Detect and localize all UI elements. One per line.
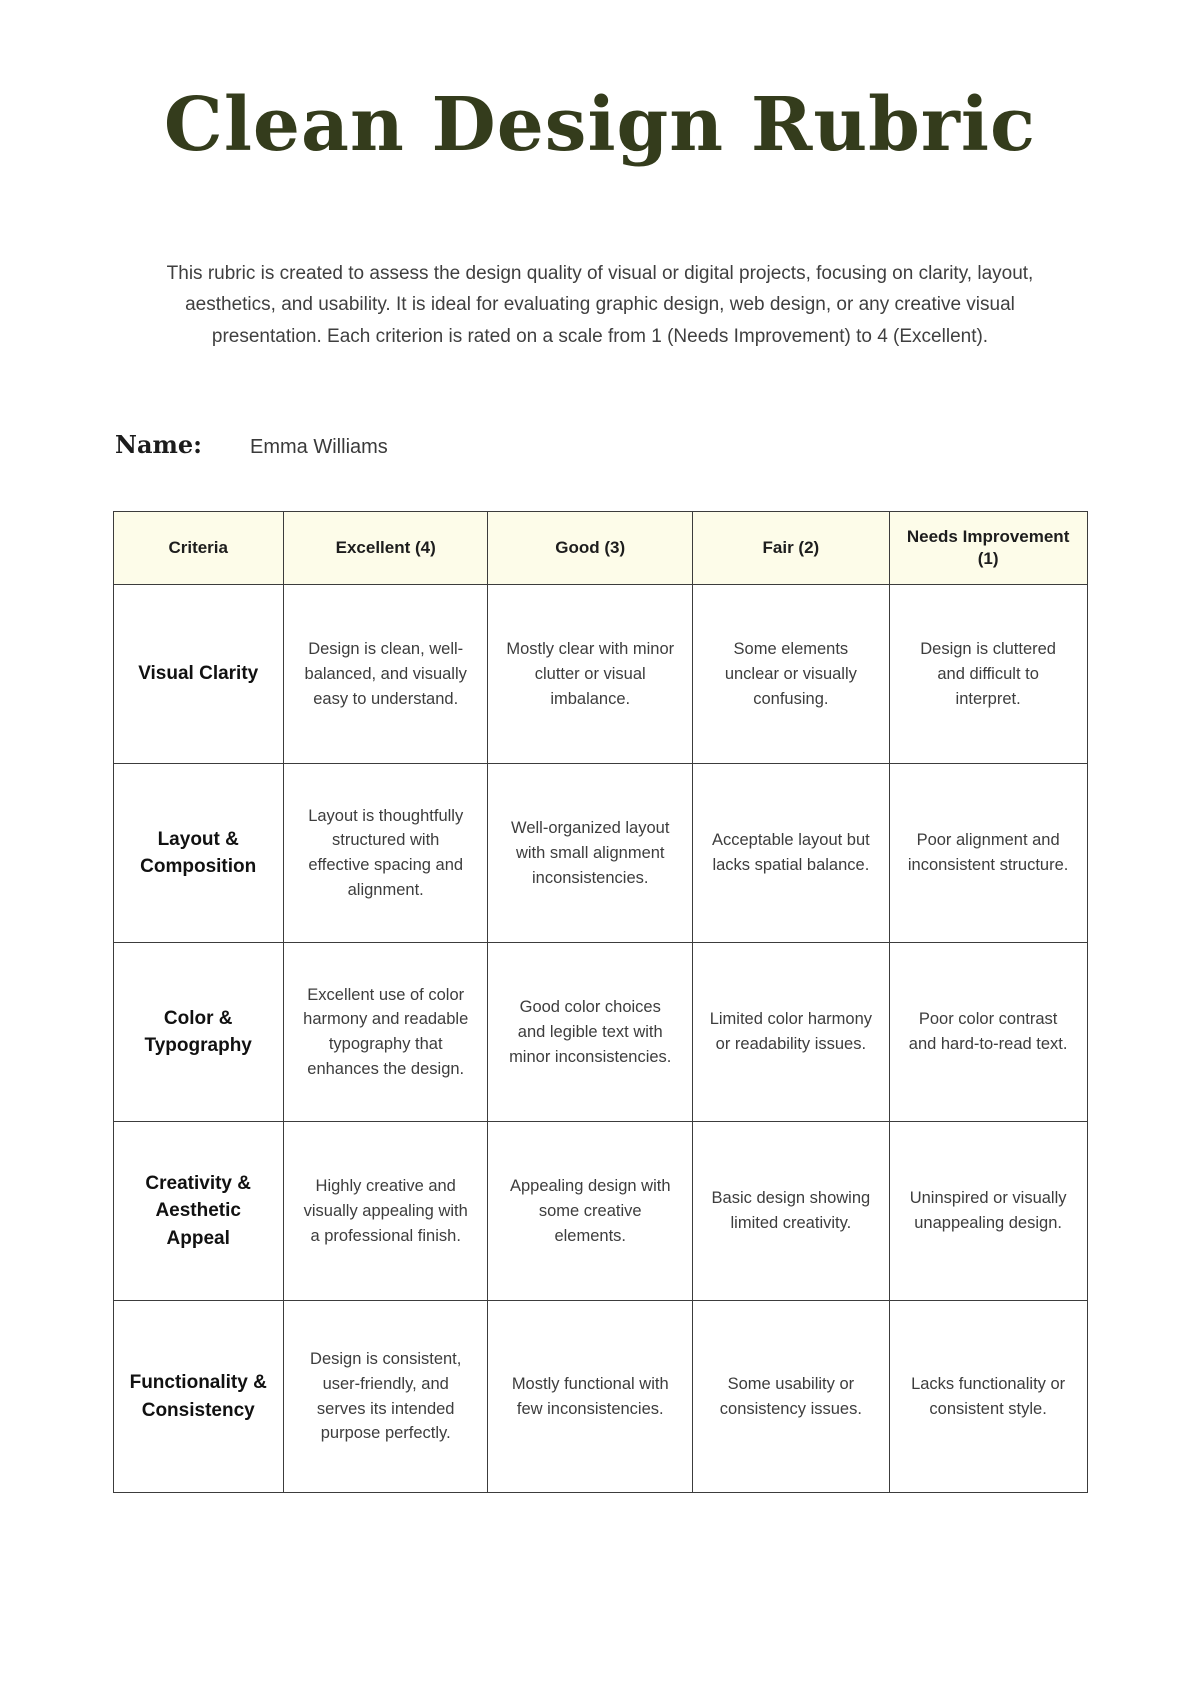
name-value: Emma Williams (250, 436, 388, 459)
criteria-label: Creativity & Aesthetic Appeal (113, 1122, 283, 1301)
rubric-cell: Design is consistent, user-friendly, and serves its intended purpose perfectly. (283, 1301, 488, 1493)
criteria-label: Layout & Composition (113, 764, 283, 943)
rubric-cell: Appealing design with some creative elements. (488, 1122, 693, 1301)
table-row (113, 764, 1087, 943)
rubric-cell: Poor color contrast and hard-to-read text. (889, 943, 1087, 1122)
table-row (113, 1301, 1087, 1493)
rubric-cell: Highly creative and visually appealing with a professional finish. (283, 1122, 488, 1301)
rubric-cell: Some usability or consistency issues. (693, 1301, 890, 1493)
rubric-cell: Limited color harmony or readability issues. (693, 943, 890, 1122)
header-fair: Fair (2) (693, 512, 890, 585)
rubric-cell: Mostly functional with few inconsistencies. (488, 1301, 693, 1493)
rubric-cell: Basic design showing limited creativity. (693, 1122, 890, 1301)
rubric-cell: Good color choices and legible text with minor inconsistencies. (488, 943, 693, 1122)
table-row (113, 1122, 1087, 1301)
rubric-cell: Some elements unclear or visually confusing. (693, 585, 890, 764)
rubric-cell: Uninspired or visually unappealing design. (889, 1122, 1087, 1301)
rubric-cell: Lacks functionality or consistent style. (889, 1301, 1087, 1493)
table-row (113, 585, 1087, 764)
name-field-row (115, 430, 1200, 459)
rubric-cell: Design is cluttered and difficult to interpret. (889, 585, 1087, 764)
rubric-cell: Mostly clear with minor clutter or visual imbalance. (488, 585, 693, 764)
rubric-table (113, 511, 1088, 1493)
criteria-label: Color & Typography (113, 943, 283, 1122)
criteria-label: Functionality & Consistency (113, 1301, 283, 1493)
header-good: Good (3) (488, 512, 693, 585)
rubric-cell: Acceptable layout but lacks spatial balance. (693, 764, 890, 943)
header-excellent: Excellent (4) (283, 512, 488, 585)
table-row (113, 943, 1087, 1122)
rubric-description: This rubric is created to assess the design quality of visual or digital projects, focusing on clarity, layout, aesthetics, and usability. It is ideal for evaluating graphic design, web design, or any creative visual presentation. Each criterion is rated on a scale from 1 (Needs Improvement) to 4 (Excellent). (166, 263, 1034, 347)
rubric-cell: Well-organized layout with small alignment inconsistencies. (488, 764, 693, 943)
rubric-cell: Layout is thoughtfully structured with effective spacing and alignment. (283, 764, 488, 943)
rubric-cell: Excellent use of color harmony and readable typography that enhances the design. (283, 943, 488, 1122)
name-label: Name: (115, 430, 203, 460)
table-header-row (113, 512, 1087, 585)
criteria-label: Visual Clarity (113, 585, 283, 764)
header-needs-improvement: Needs Improvement (1) (889, 512, 1087, 585)
rubric-table-container (113, 511, 1088, 1493)
page-title: Clean Design Rubric (163, 82, 1037, 168)
rubric-cell: Poor alignment and inconsistent structure. (889, 764, 1087, 943)
header-criteria: Criteria (113, 512, 283, 585)
rubric-cell: Design is clean, well-balanced, and visually easy to understand. (283, 585, 488, 764)
